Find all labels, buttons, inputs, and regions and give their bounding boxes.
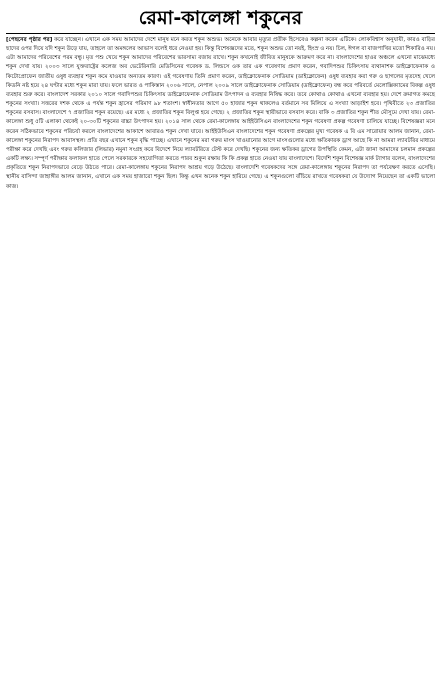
article-body — [6, 36, 435, 192]
article-text: করে যাচ্ছেন। এখানে এক সময় আমাদের দেশে মানুষ মনে করত শকুন অশুভ। অনেকে আবার মৃত্যুর প্রতীক হিসেবেও কল্পনা করেন এটিকে। লোকবিশ্বাস অনুযায়ী, কারও বাড়ির ছাদের ওপর দিয়ে যদি শকুন উড়ে যায়, তাহলে তা অমঙ্গলের আভাস বলেই ধরে নেওয়া হয়। কিন্তু বিশেষজ্ঞদের মতে, শকুন অশুভ তো নয়ই, হিংস্র ও নয়। চিল, ঈগল বা বাজপাখির মতো শিকারিও নয়। এটা আমাদের পরিবেশের পরম বন্ধু। মৃত পশু খেয়ে শকুন আমাদের পরিবেশের ভারসাম্য বজায় রাখে। শকুন কখনোই জীবিত মানুষকে আক্রমণ করে না। বাংলাদেশের হাওর অঞ্চলে এখনো মাঝেমধ্যে শকুন দেখা যায়। ২০০৩ সালে যুক্তরাষ্ট্রের কলেজ অব ভেটেরিনারি মেডিসিনের গবেষক ড. লিন্ডসে ওক তার এক গবেষণায় প্রমাণ করেন, গবাদিপশুর চিকিৎসায় ব্যথানাশক ডাইক্লোফেনাক ও কিটোপ্রোফেন জাতীয় ওষুধ ব্যবহার শকুন কমে যাওয়ার অন্যতম কারণ। ওই গবেষণায় তিনি প্রমাণ করেন, ডাইক্লোফেনাক সোডিয়াম (ডাইক্লোফেন) ওষুধ ব্যবহার করা গরু ও ছাগলের মৃতদেহ খেলে কিডনি নষ্ট হয়ে ২৪ ঘণ্টার মধ্যে শকুন মারা যায়। ফলে ভারত ও পাকিস্তান ২০০৬ সালে, নেপাল ২০০৯ সালে ডাইক্লোফেনাক সোডিয়াম (ডাইক্লোফেন) বন্ধ করে পরিবর্তে মেলোক্সিক্যামের বিকল্প ওষুধ ব্যবহার শুরু করে। বাংলাদেশ সরকার ২০১০ সালে গবাদিপশুর চিকিৎসায় ডাইক্লোফেনাক সোডিয়াম উৎপাদন ও ব্যবহার নিষিদ্ধ করে। তবে কোথাও কোথাও এখনো ব্যবহার হয়। দেশে ক্রমাগত কমছে শকুনের সংখ্যা। সত্তরের দশক থেকে এ পর্যন্ত শকুন হ্রাসের পরিমাণ ৯৮ শতাংশ। স্বাধীনতার আগে ৫০ হাজার শকুন থাকলেও বর্তমানে সব মিলিয়ে এ সংখ্যা আড়াইশ হবে। পৃথিবীতে ২৩ প্রজাতির শকুনের বসবাস। বাংলাদেশে ৭ প্রজাতির শকুন রয়েছে। এর মধ্যে ২ প্রজাতির শকুন বিলুপ্ত হয়ে গেছে। ২ প্রজাতির শকুন স্থায়ীভাবে বসবাস করে। বাকি ৩ প্রজাতির শকুন শীত মৌসুমে দেখা যায়। রেমা-কালেঙ্গা শুধু ৫টি এলাকা থেকেই ২০-৩০টি শকুনের বাচ্চা উৎপাদন হয়। ২০১৪ সাল থেকে রেমা-কালেঙ্গায় আইইউসিএন বাংলাদেশের শকুন গবেষণা প্রকল্প গবেষণা চালিয়ে যাচ্ছে। বিশেষজ্ঞরা মনে করেন সঠিকভাবে শকুনের পরিচর্যা করলে বাংলাদেশের আকাশে আবারও শকুন দেখা যাবে। আইইউসিএন বাংলাদেশের শকুন গবেষণা প্রকল্পের মুখ্য গবেষক এ বি এম সারোয়ার আলম জানান, রেমা-কালেঙ্গা শকুনের নিরাপদ আবাসস্থল। প্রতি বছর এখানে শকুন বৃদ্ধি পাচ্ছে। এখানে শকুনের মরা গরুর মাংস খাওয়ানোর আগে মাংসগুলোর মধ্যে ক্ষতিকারক ড্রাগ আছে কি না আমরা ল্যাবটরির মাধ্যমে পরীক্ষা করে দেখছি এবং গরুর কলিজার (লিভার) নমুনা সংগ্রহ করে বিদেশে নিয়ে ল্যাবটরিতে টেস্ট করে দেখছি। শকুনের জন্য ক্ষতিকর ড্রাগের উপস্থিতি কেমন, এটা জানা আমাদের চলমান প্রকল্পের একটি লক্ষ্য। সম্পূর্ণ পরীক্ষার ফলাফল হাতে পেলে সরকারকে সহযোগিতা করতে পারব শুকুন রক্ষায় কি কি প্রকল্প হাতে নেওয়া যায় বাংলাদেশে। বিদেশি শকুন বিশেষজ্ঞ মার্ক ট্যাগার বলেন, বাংলাদেশের প্রকৃতিতে শকুন নিরাপদভাবে বেড়ে উঠতে পারে। রেমা-কালেঙ্গায় শকুনের নিরাপদ আশ্রয় গড়ে উঠেছে। বাংলাদেশি গবেষকদের সঙ্গে রেমা-কালেঙ্গায় শকুনের নিরাপদ তা পর্যবেক্ষণ করতে এসেছি। স্থানীয় বাসিন্দা জাহাঙ্গীর আলম জানান, এখানে এক সময় হাজারো শকুন ছিল। কিন্তু এখন অনেক শকুন হারিয়ে গেছে। এ শকুনগুলো বাঁচিয়ে রাখতে গবেষকরা যে উদ্যোগ নিয়েছেন তা একটি ভালো কাজ। — [6, 37, 435, 190]
article-headline: রেমা-কালেঙ্গা শকুনের — [138, 7, 303, 29]
headline-divider — [6, 33, 435, 34]
continued-from-marker: [পেছনের পৃষ্ঠার পর] — [6, 37, 53, 43]
article-paragraph — [6, 36, 435, 192]
